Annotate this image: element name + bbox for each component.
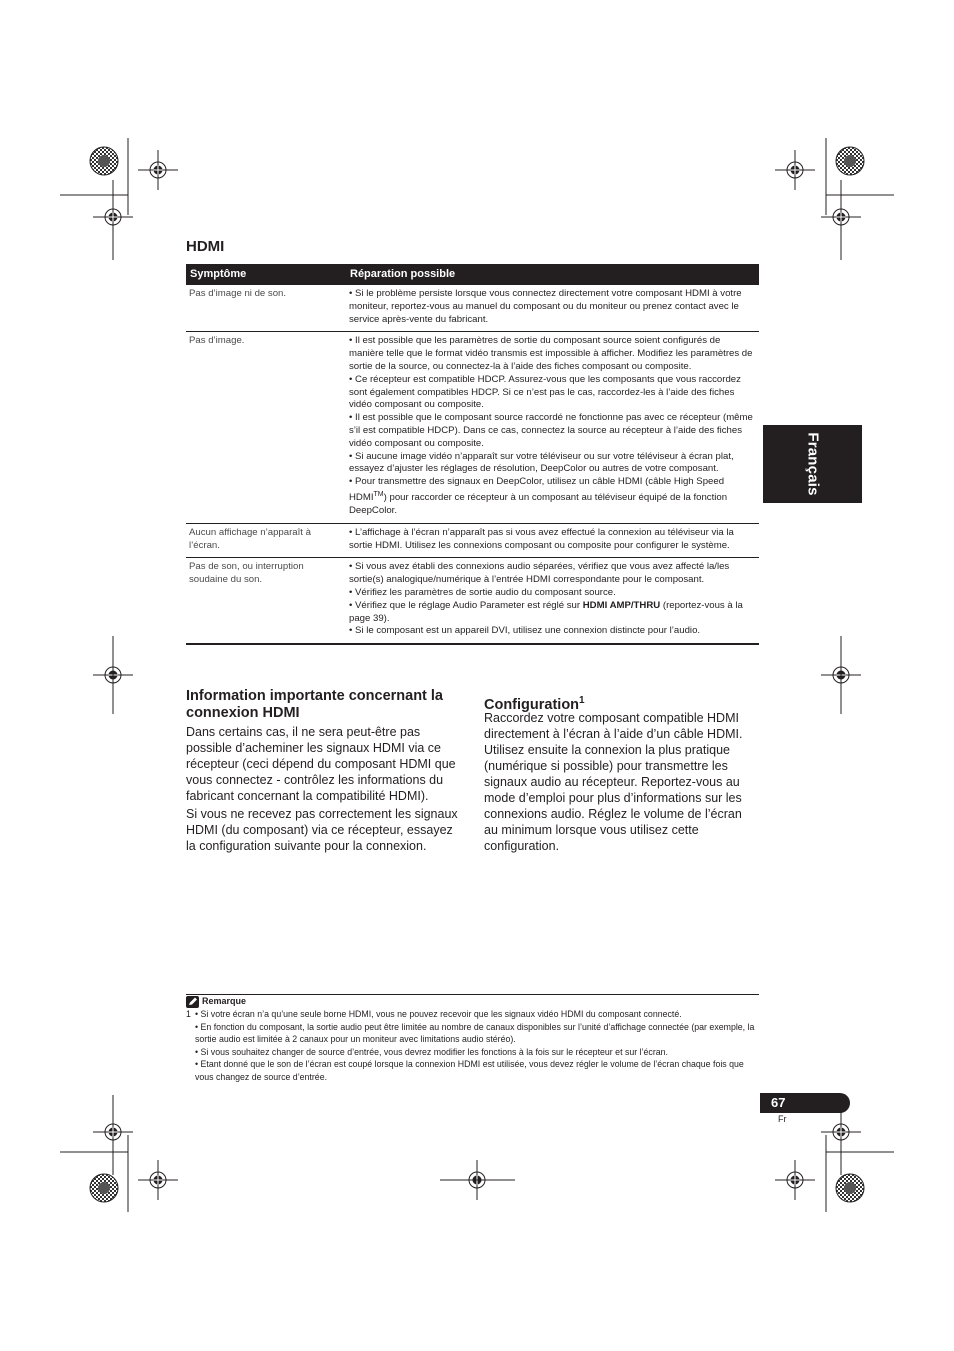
language-tab-label: Français xyxy=(804,432,821,496)
symptom-cell: Pas d’image. xyxy=(186,332,346,523)
remedy-cell xyxy=(346,523,759,558)
footnote-ref: 1 xyxy=(579,695,585,706)
note-item xyxy=(186,1008,760,1021)
remedy-item: • Si aucune image vidéo n’apparaît sur votre téléviseur ou sur votre téléviseur à écran plat, essayez d’ajuster les réglages de résolution, DeepColor ou autres de votre composant. xyxy=(349,450,734,475)
remedy-item: • Si vous avez établi des connexions audio séparées, vérifiez que vous avez affecté la/les sortie(s) analogique/numérique à l’entrée HDMI correspondante pour le composant. xyxy=(349,561,730,586)
table-row xyxy=(186,285,759,332)
page-number: 67 xyxy=(771,1095,786,1110)
trademark-sup: TM xyxy=(373,490,384,498)
remedy-cell xyxy=(346,558,759,644)
remedy-item: • Si le composant est un appareil DVI, utilisez une connexion distincte pour l’audio. xyxy=(349,625,701,637)
notes-list xyxy=(186,1008,760,1083)
notes-divider xyxy=(186,994,759,995)
left-paragraph-2: Si vous ne recevez pas correctement les signaux HDMI (du composant) via ce récepteur, essayez la configuration suivante pour la connexion. xyxy=(186,807,458,853)
remedy-item: • L’affichage à l’écran n’apparaît pas si vous avez effectué la connexion au téléviseur via la sortie HDMI. Utilisez les connexions composant ou composite pour configurer le système. xyxy=(349,526,734,551)
remedy-item: • Il est possible que les paramètres de sortie du composant source soient configurés de manière telle que le format vidéo transmis est impossible à afficher. Modifiez les paramètres de sortie de la source, ou connectez-la à l’aide des fiches composant ou composite. xyxy=(349,335,753,372)
right-paragraph: Raccordez votre composant compatible HDMI directement à l’écran à l’aide d’un câble HDMI. Utilisez ensuite la connexion la plus pratique (numérique si possible) pour transmettre les signaux audio au récepteur. Reportez-vous au mode d’emploi pour plus d’informations sur les connexions audio. Réglez le volume de l’écran au minimum lorsque vous utilisez cette configuration. xyxy=(484,711,743,853)
section-title: HDMI xyxy=(186,238,225,255)
table-row xyxy=(186,332,759,523)
symptom-cell: Pas de son, ou interruption soudaine du son. xyxy=(186,558,346,644)
remedy-cell xyxy=(346,285,759,332)
remedy-text: (reportez-vous à la page 39). xyxy=(349,599,743,624)
setting-name: HDMI AMP/THRU xyxy=(582,599,661,611)
note-text: • Si vous souhaitez changer de source d’entrée, vous devrez modifier les fonctions à la fois sur le récepteur et sur l’écran. xyxy=(195,1046,668,1057)
page-number-badge xyxy=(760,1093,850,1113)
remedy-cell xyxy=(346,332,759,523)
remedy-item: • Vérifiez les paramètres de sortie audio du composant source. xyxy=(349,586,616,598)
remedy-text: • Vérifiez que le réglage Audio Parameter est réglé sur xyxy=(349,599,583,611)
symptom-cell: Pas d’image ni de son. xyxy=(186,285,346,332)
remedy-item: • Il est possible que le composant source raccordé ne fonctionne pas avec ce récepteur (même s’il est compatible HDCP). Dans ce cas, connectez la source au récepteur à l’aide des fiches vidéo composant ou composite. xyxy=(349,412,753,449)
left-paragraph-1: Dans certains cas, il ne sera peut-être pas possible d’acheminer les signaux HDMI via ce récepteur (ceci dépend du composant HDMI que vous connectez - contrôlez les informations du fabricant concernant la compatibilité HDMI). xyxy=(186,725,456,803)
pencil-note-icon xyxy=(186,996,199,1008)
table-row xyxy=(186,558,759,644)
page-language: Fr xyxy=(778,1114,787,1124)
note-item xyxy=(186,1021,760,1046)
table-row xyxy=(186,523,759,558)
symptom-cell: Aucun affichage n’apparaît à l’écran. xyxy=(186,523,346,558)
left-column-heading: Information importante concernant la connexion HDMI xyxy=(186,688,443,721)
remedy-text: ) pour raccorder ce récepteur à un composant au téléviseur équipé de la fonction DeepColor. xyxy=(349,492,728,516)
symptom-column-header: Symptôme xyxy=(186,264,346,285)
note-number: 1 xyxy=(186,1009,191,1019)
language-side-tab xyxy=(763,425,862,503)
remedy-item-deepcolor xyxy=(349,476,755,518)
table-header-row xyxy=(186,264,759,285)
note-text: • En fonction du composant, la sortie audio peut être limitée au nombre de canaux disponibles sur l’unité d’affichage connectée (par exemple, la sortie audio est limitée à 2 canaux pour un moniteur avec limitations audio stéréo). xyxy=(195,1021,755,1044)
note-text: • Etant donné que le son de l’écran est coupé lorsque la connexion HDMI est utilisée, vous devez régler le volume de l’écran chaque fois que vous changez de source d’entrée. xyxy=(195,1059,744,1082)
remedy-item: • Ce récepteur est compatible HDCP. Assurez-vous que les composants que vous raccordez sont également compatibles HDCP. Si ce n’est pas le cas, raccordez-les à l’aide des fiches vidéo composant ou composite. xyxy=(349,373,741,411)
note-item xyxy=(186,1058,760,1083)
remedy-column-header: Réparation possible xyxy=(346,264,759,285)
remedy-item: • Si le problème persiste lorsque vous connectez directement votre composant HDMI à votre moniteur, reportez-vous au manuel du composant ou du moniteur ou prenez contact avec le service après-vente du fabricant. xyxy=(349,288,742,325)
remedy-item-audio-parameter xyxy=(349,600,755,626)
notes-title: Remarque xyxy=(202,996,247,1006)
note-item xyxy=(186,1046,760,1059)
remedy-text: • Pour transmettre des signaux en DeepColor, utilisez un câble HDMI (câble High Speed HDMI xyxy=(349,476,725,504)
note-text: • Si votre écran n’a qu’une seule borne HDMI, vous ne pouvez recevoir que les signaux vidéo HDMI du composant connecté. xyxy=(195,1009,682,1019)
configuration-heading: Configuration xyxy=(484,696,580,713)
troubleshooting-table xyxy=(186,264,759,645)
